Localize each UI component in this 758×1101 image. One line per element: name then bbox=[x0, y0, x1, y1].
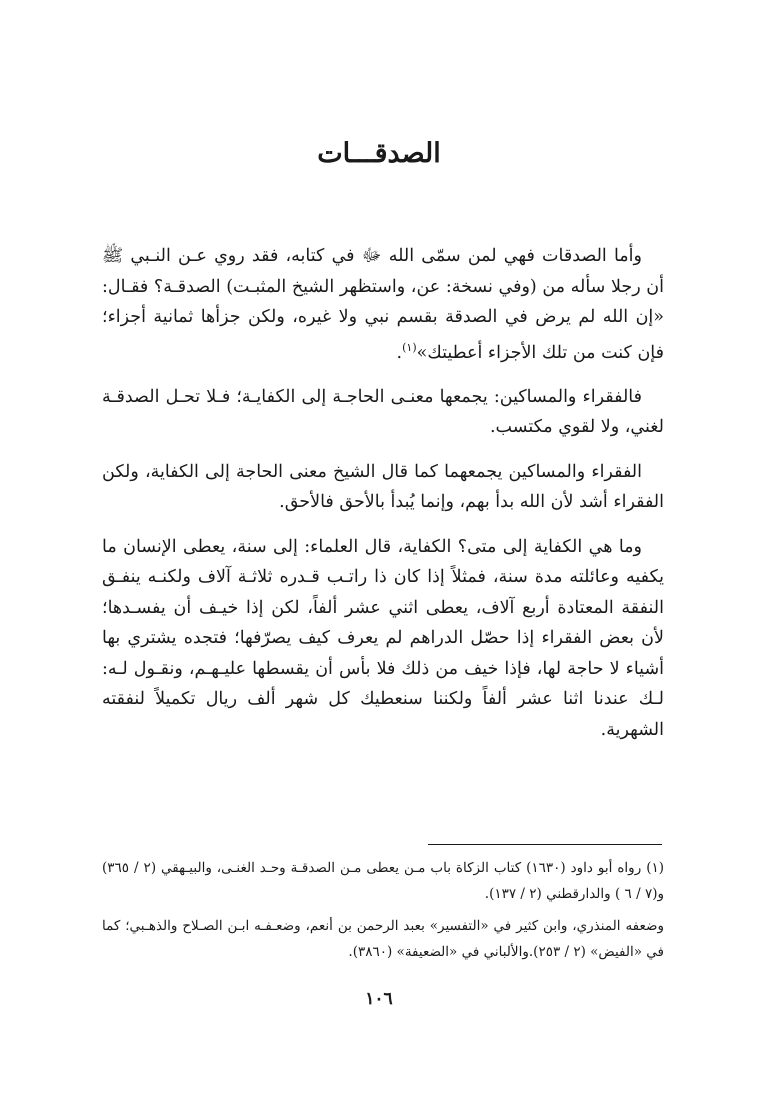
footnote-reference: (١) bbox=[402, 340, 417, 354]
paragraph-fuqara-masakin: الفقراء والمساكين يجمعهما كما قال الشيخ معنى الحاجة إلى الكفاية، ولكن الفقراء أشد لأن الله بدأ بهم، وإنما يُبدأ بالأحق فالأحق. bbox=[102, 461, 664, 513]
paragraph-hadith: وأما الصدقات فهي لمن سمّى الله ﷻ في كتابه، فقد روي عـن النـبي ﷺ أن رجلا سأله من (وفي نسخة: عن، واستظهر الشيخ المثبـت) الصدقـة؟ فقـال: «إن الله لم يرض في الصدقة بقسم نبي ولا غيره، ولكن جزأها ثمانية أجزاء؛ فإن كنت من تلك الأجزاء أعطيتك»$^{(١)}$. bbox=[102, 246, 664, 363]
paragraph-text: وأما الصدقات فهي لمن سمّى الله ﷻ في كتابه، فقد روي عـن النـبي ﷺ أن رجلا سأله من (وفي نسخة: عن، واستظهر الشيخ المثبـت) الصدقـة؟ فقـال: «إن الله لم يرض في الصدقة بقسم نبي ولا غيره، ولكن جزأها ثمانية أجزاء؛ فإن كنت من تلك الأجزاء أعطيتك» bbox=[102, 246, 664, 363]
footnotes bbox=[102, 855, 664, 965]
page-number: ١٠٦ bbox=[365, 989, 393, 1009]
paragraph-fuqara: فالفقراء والمساكين: يجمعها معنـى الحاجـة إلى الكفايـة؛ فـلا تحـل الصدقـة لغني، ولا لقوي مكتسب. bbox=[102, 386, 664, 438]
chapter-title: الصدقـــات bbox=[317, 138, 441, 169]
footnote-1-continued: وضعفه المنذري، وابن كثير في «التفسير» بعبد الرحمن بن أنعم، وضعـفـه ابـن الصـلاح والذهـبي؛ كما في «الفيض» (٢ / ٢٥٣).والألباني في «الضعيفة» (٣٨٦٠). bbox=[102, 918, 664, 960]
footnote-divider bbox=[428, 844, 662, 845]
paragraph-kifaya: وما هي الكفاية إلى متى؟ الكفاية، قال العلماء: إلى سنة، يعطى الإنسان ما يكفيه وعائلته مدة سنة، فمثلاً إذا كان ذا راتـب قـدره ثلاثـة آلاف ولكنـه ينفـق النفقة المعتادة أربع آلاف، يعطى اثني عشر ألفاً، لكن إذا خيـف أن يفسـدها؛ لأن بعض الفقراء إذا حصّل الدراهم لم يعرف كيف يصرّفها؛ فتجده يشتري بها أشياء لا حاجة لها، فإذا خيف من ذلك فلا بأس أن يقسطها عليـهـم، ونقـول لـه: لـك عندنا اثنا عشر ألفاً ولكننا سنعطيك كل شهر ألف ريال تكميلاً لنفقته الشهرية. bbox=[102, 536, 664, 740]
footnote-1: (١) رواه أبو داود (١٦٣٠) كتاب الزكاة باب مـن يعطى مـن الصدقـة وحـد الغنـى، والبيـهقي (٢ / ٣٦٥) و(٧ / ٦ ) والدارقطني (٢ / ١٣٧). bbox=[102, 860, 665, 902]
main-text bbox=[102, 241, 664, 745]
